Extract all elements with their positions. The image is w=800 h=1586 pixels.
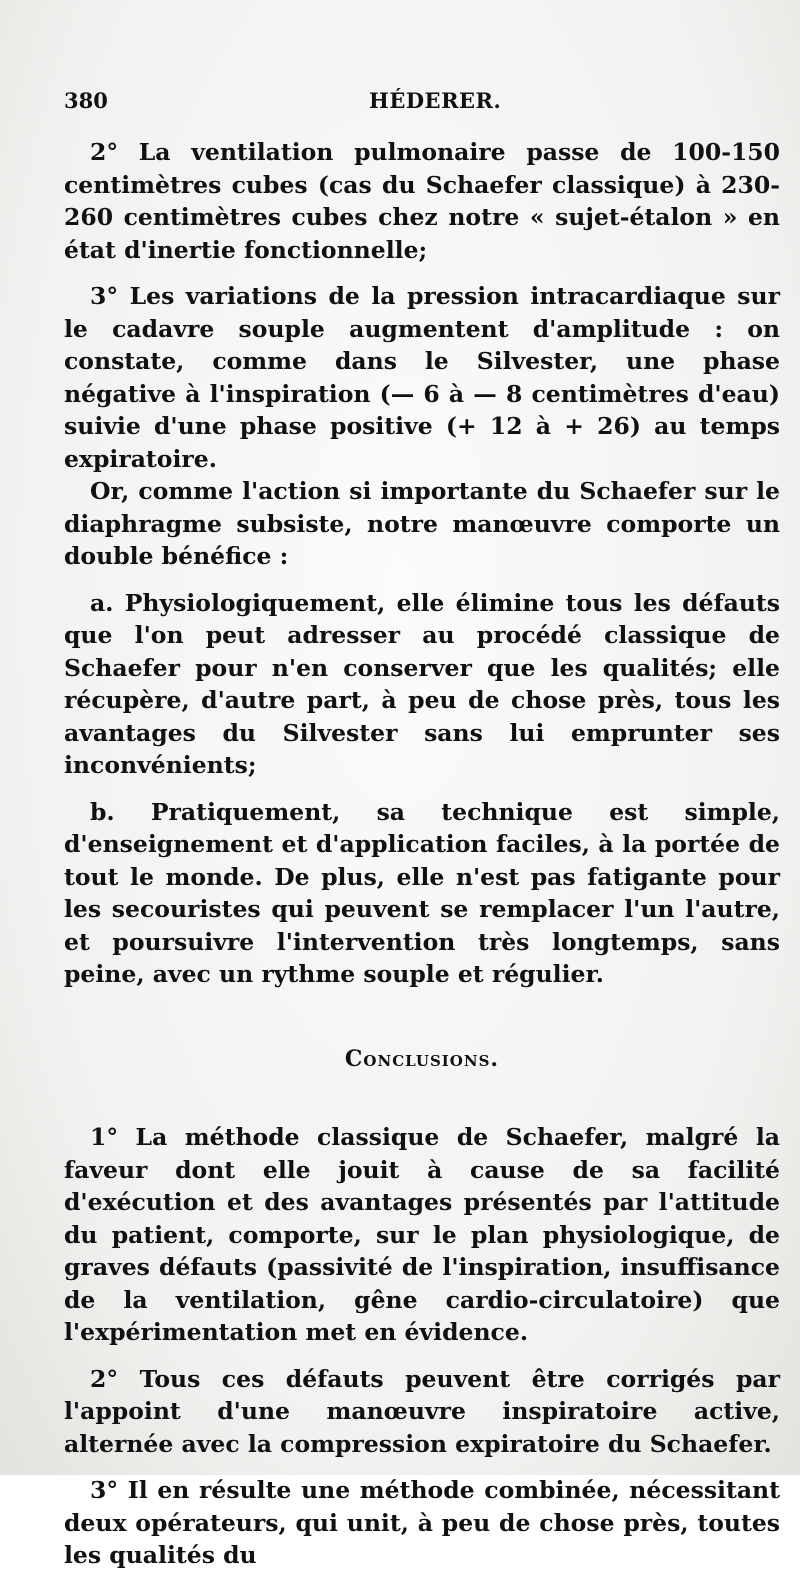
conclusion-3: 3° Il en résulte une méthode combinée, nécessitant deux opérateurs, qui unit, à peu de chose près, toutes les qualités du	[64, 1476, 780, 1569]
paragraph-pratiquement: b. Pratiquement, sa technique est simple, d'enseignement et d'application faciles, à la portée de tout le monde. De plus, elle n'est pas fatigante pour les secouristes qui peuvent se remplacer l'un l'autre, et poursuivre l'intervention très longtemps, sans peine, avec un rythme souple et régulier.	[64, 797, 780, 988]
paragraph-pression: 3° Les variations de la pression intracardiaque sur le cadavre souple augmentent d'amplitude : on constate, comme dans le Silvester, une phase négative à l'inspiration (— 6 à — 8 centimètres d'eau) suivie d'une phase positive (+ 12 à + 26) au temps expiratoire.	[64, 282, 780, 473]
running-title: HÉDERER.	[369, 88, 502, 113]
paragraph-physiologiquement: a. Physiologiquement, elle élimine tous les défauts que l'on peut adresser au procédé classique de Schaefer pour n'en conserver que les qualités; elle récupère, d'autre part, à peu de chose près, tous les avantages du Silvester sans lui emprunter ses inconvénients;	[64, 588, 780, 779]
page-body	[64, 136, 780, 1586]
conclusion-1: 1° La méthode classique de Schaefer, malgré la faveur dont elle jouit à cause de sa facilité d'exécution et des avantages présentés par l'attitude du patient, comporte, sur le plan physiologique, de graves défauts (passivité de l'inspiration, insuffisance de la ventilation, gêne cardio-circulatoire) que l'expérimentation met en évidence.	[64, 1123, 780, 1346]
conclusion-2: 2° Tous ces défauts peuvent être corrigés par l'appoint d'une manœuvre inspiratoire active, alternée avec la compression expiratoire du Schaefer.	[64, 1364, 780, 1458]
paragraph-ventilation: 2° La ventilation pulmonaire passe de 100-150 centimètres cubes (cas du Schaefer classique) à 230-260 centimètres cubes chez notre « sujet-étalon » en état d'inertie fonctionnelle;	[64, 138, 780, 264]
page-number: 380	[64, 88, 108, 113]
paragraph-double-benefice: Or, comme l'action si importante du Schaefer sur le diaphragme subsiste, notre manœuvre comporte un double bénéfice :	[64, 477, 780, 570]
running-header	[64, 88, 770, 120]
section-heading-conclusions: Conclusions.	[344, 1045, 500, 1072]
